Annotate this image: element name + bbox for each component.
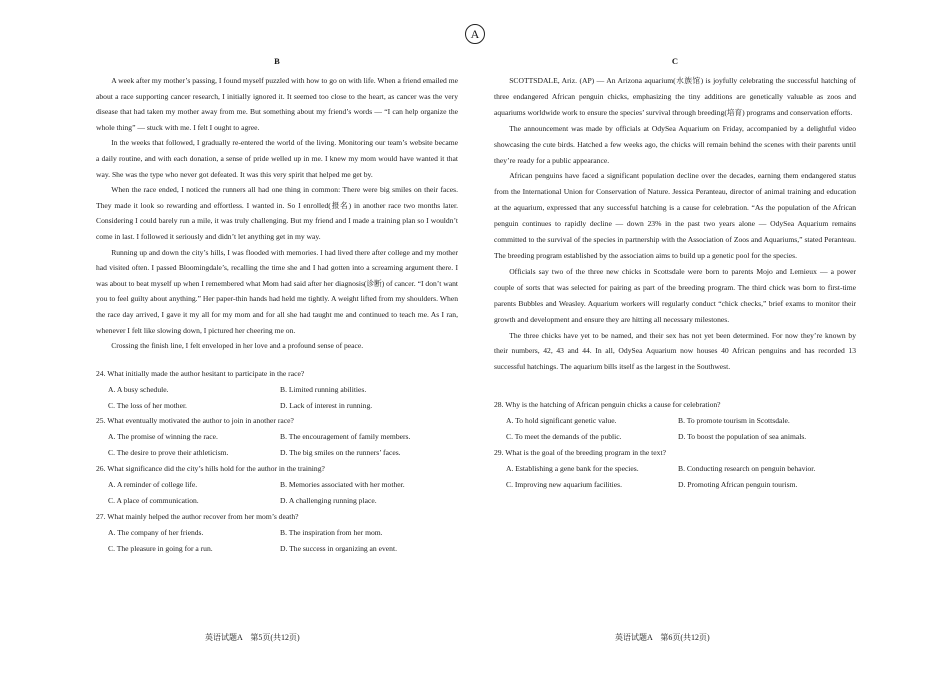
passage-c-paragraph: The announcement was made by officials at OdySea Aquarium on Friday, accompanied by a delightful video showcasing the cute birds. Hatched a few weeks ago, the chicks will remain behind the scenes with their parents until they’re ready for a public appearance. xyxy=(494,123,856,165)
passage-b-paragraph: When the race ended, I noticed the runners all had one thing in common: There were big smiles on their faces. They made it look so rewarding and effortless. I wanted in. So I enrolled(报名) in another race two months later. Considering I could barely run a mile, it was truly challenging. But my friend and I made a training plan so I wouldn’t come in last. I followed it seriously and didn’t let anything get in my way. xyxy=(96,185,458,241)
option-b: B. The inspiration from her mom. xyxy=(280,527,383,537)
option-d: D. The success in organizing an event. xyxy=(280,543,397,553)
option-b: B. Conducting research on penguin behavior. xyxy=(678,463,816,473)
page-footer-right: 英语试题A 第6页(共12页) xyxy=(615,633,710,642)
passage-b-paragraph: In the weeks that followed, I gradually re-entered the world of the living. Monitoring our team’s website became a daily routine, and with each donation, a sense of pride welled up in me. I knew my mom would have wanted it that way. She was the type who never got defeated. It was this very spirit that helped me get by. xyxy=(96,138,458,179)
option-c: C. The loss of her mother. xyxy=(108,400,187,410)
question-29-stem: 29. What is the goal of the breeding program in the text? xyxy=(494,447,666,457)
question-list xyxy=(494,397,856,492)
option-c: C. To meet the demands of the public. xyxy=(506,432,622,442)
question-25-stem: 25. What eventually motivated the author to join in another race? xyxy=(96,416,294,426)
option-c: C. The desire to prove their athleticism. xyxy=(108,448,229,458)
passage-c-paragraph: African penguins have faced a significant population decline over the decades, earning them endangered status from the International Union for Conservation of Nature. Jessica Peranteau, director of animal training and education at the aquarium, expressed that any successful hatching is a cause for celebration. “As the population of the African penguin continues to rapidly decline — down 23% in the past two years alone — OdySea Aquarium remains committed to the survival of the species in partnership with the Association of Zoos and Aquariums,” stated Peranteau. The breeding program established by the association aims to build up a genetic pool for the species. xyxy=(494,171,856,260)
option-d: D. A challenging running place. xyxy=(280,495,377,505)
question-25-options xyxy=(96,429,458,461)
passage-c-paragraph: Officials say two of the three new chicks in Scottsdale were born to parents Mojo and Lemieux — a power couple of sorts that was selected for pairing as part of the breeding program. The third chick was born to first-time parents Bubbles and Weasley. Aquarium workers will regularly conduct “chick checks,” brief exams to monitor their growth and development and ensure they are hitting all necessary milestones. xyxy=(494,266,856,324)
option-a: A. The promise of winning the race. xyxy=(108,432,218,442)
question-27-stem: 27. What mainly helped the author recover from her mom’s death? xyxy=(96,511,299,521)
option-b: B. Limited running abilities. xyxy=(280,384,367,394)
paper-version-marker: A xyxy=(465,24,485,44)
question-26-stem: 26. What significance did the city’s hills hold for the author in the training? xyxy=(96,464,325,474)
option-c: C. A place of communication. xyxy=(108,495,199,505)
question-27-options xyxy=(96,525,458,557)
question-28-stem: 28. Why is the hatching of African penguin chicks a cause for celebration? xyxy=(494,400,721,410)
question-list xyxy=(96,366,458,557)
option-a: A. A busy schedule. xyxy=(108,384,169,394)
question-24-stem: 24. What initially made the author hesitant to participate in the race? xyxy=(96,368,305,378)
option-b: B. To promote tourism in Scottsdale. xyxy=(678,416,790,426)
question-29-options xyxy=(494,461,856,493)
question-28-options xyxy=(494,413,856,445)
option-a: A. A reminder of college life. xyxy=(108,480,198,490)
passage-b-heading: B xyxy=(274,56,280,66)
passage-b-paragraph: Running up and down the city’s hills, I was flooded with memories. I had lived there after college and my mother had visited often. I passed Bloomingdale’s, recalling the time she and I had gotten into a screaming argument there. I was about to beat myself up when I remembered what Mom had said after her diagnosis(诊断) of cancer. “I don’t want you to feel guilty about anything.” Her paper-thin hands had held me tightly. A weight lifted from my shoulders. When the race day arrived, I gave it my all for my mom and for all she had taught me and continued to teach me. As I ran, whenever I felt like slowing down, I pictured her cheering me on. xyxy=(96,247,458,335)
question-26-options xyxy=(96,477,458,509)
question-24-options xyxy=(96,382,458,414)
left-column xyxy=(96,56,458,557)
option-c: C. The pleasure in going for a run. xyxy=(108,543,213,553)
option-d: D. To boost the population of sea animals. xyxy=(678,432,807,442)
page-footer-left: 英语试题A 第5页(共12页) xyxy=(205,633,300,642)
option-a: A. Establishing a gene bank for the species. xyxy=(506,463,639,473)
option-b: B. The encouragement of family members. xyxy=(280,432,411,442)
option-d: D. Promoting African penguin tourism. xyxy=(678,479,798,489)
passage-b-paragraph: A week after my mother’s passing, I found myself puzzled with how to go on with life. When a friend emailed me about a race supporting cancer research, I initially ignored it. It seemed too close to the heart, as cancer was the very disease that had taken my mother away from me. But something about my friend’s words — “I can help organize the whole thing” — stuck with me. I felt I ought to agree. xyxy=(96,76,458,132)
option-b: B. Memories associated with her mother. xyxy=(280,480,405,490)
option-d: D. The big smiles on the runners’ faces. xyxy=(280,448,401,458)
passage-c-heading: C xyxy=(671,56,679,66)
right-column xyxy=(494,56,856,493)
option-c: C. Improving new aquarium facilities. xyxy=(506,479,622,489)
option-a: A. The company of her friends. xyxy=(108,527,204,537)
option-d: D. Lack of interest in running. xyxy=(280,400,373,410)
passage-c-paragraph: SCOTTSDALE, Ariz. (AP) — An Arizona aquarium(水族馆) is joyfully celebrating the successful hatching of three endangered African penguin chicks, emphasizing the tiny additions are genetically valuable as zoos and aquariums worldwide work to ensure the species’ survival through breeding(培育) programs and conservation efforts. xyxy=(494,76,856,117)
passage-c-paragraph: The three chicks have yet to be named, and their sex has not yet been determined. For now they’re known by their numbers, 42, 43 and 44. In all, OdySea Aquarium now houses 40 African penguins and has recorded 13 successful hatchings. The aquarium bills itself as the largest in the Southwest. xyxy=(494,330,856,372)
passage-b-paragraph: Crossing the finish line, I felt enveloped in her love and a profound sense of peace. xyxy=(111,341,364,351)
option-a: A. To hold significant genetic value. xyxy=(506,416,617,426)
